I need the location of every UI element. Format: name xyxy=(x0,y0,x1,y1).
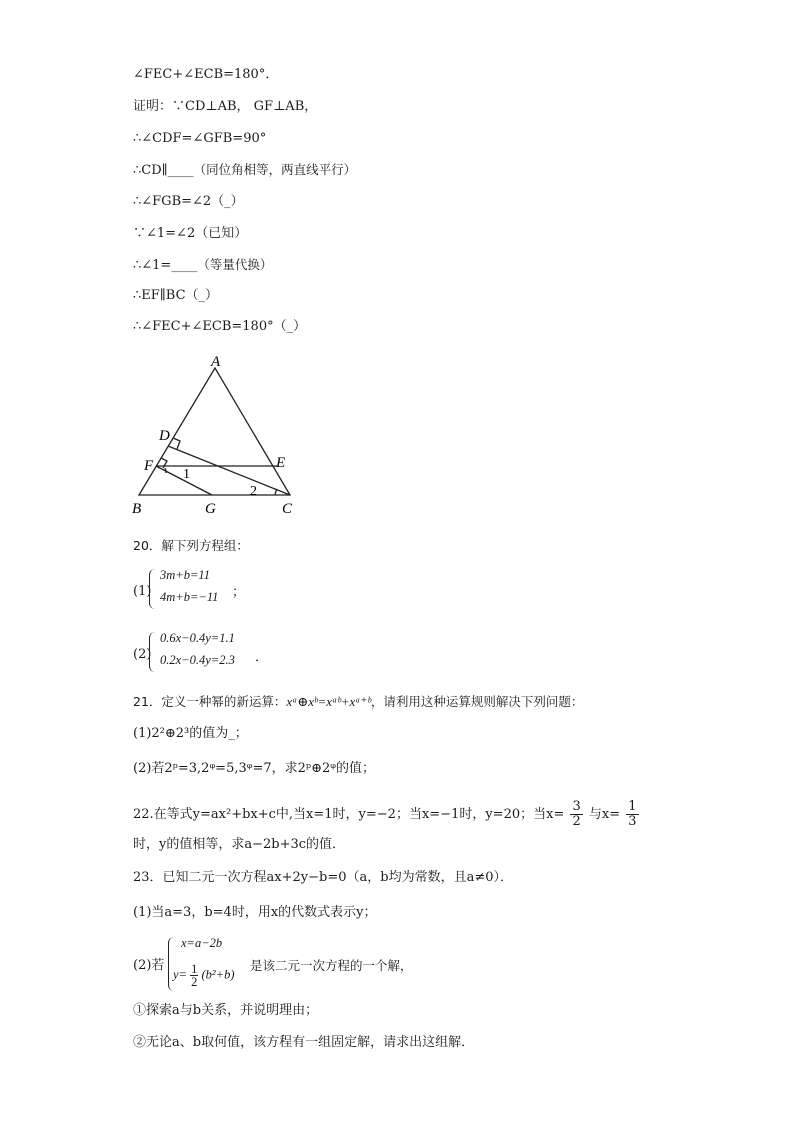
proof-line-final: ∴∠FEC+∠ECB=180°（_） xyxy=(133,319,307,334)
q20-part1-end: ； xyxy=(232,585,246,600)
proof-line-ef-bc: ∴EF∥BC（_） xyxy=(133,288,219,303)
label-e: E xyxy=(276,455,286,471)
answer-blank[interactable]: ____ xyxy=(167,163,194,178)
q23-sub1: ①探索a与b关系，并说明理由； xyxy=(133,1003,319,1018)
q21-formula: xᵃ⊕xᵇ=xᵃᵇ+xᵃ⁺ᵇ xyxy=(286,694,371,709)
label-g: G xyxy=(205,501,216,517)
q21-intro: 21．定义一种幂的新运算： xyxy=(133,694,287,709)
q23-part2-tail: 是该二元一次方程的一个解， xyxy=(250,958,413,973)
q22-text-b: 与x= xyxy=(588,807,621,822)
q21-title xyxy=(133,693,583,712)
proof-line-known: ∵∠1=∠2（已知） xyxy=(133,226,248,241)
q20-part2-end: ． xyxy=(255,650,269,665)
q20-part1-eq2: 4m+b=−11 xyxy=(160,590,219,604)
label-c: C xyxy=(282,501,293,517)
q22-frac2-den: 3 xyxy=(628,814,637,829)
proof-reason: （等量代换） xyxy=(197,257,273,272)
proof-text: ∴CD∥ xyxy=(133,163,168,178)
proof-line-substitution xyxy=(133,256,272,275)
q23-title: 23．已知二元一次方程ax+2y−b=0（a，b均为常数，且a≠0）． xyxy=(133,870,513,885)
label-d: D xyxy=(159,428,170,444)
q22-text-a: 22.在等式y=ax²+bx+c中,当x=1时，y=−2；当x=−1时，y=20；当x= xyxy=(133,807,565,822)
proof-line-parallel xyxy=(133,161,356,180)
proof-text: ∴∠1= xyxy=(133,258,172,273)
q20-title: 20．解下列方程组： xyxy=(133,538,249,553)
triangle-figure xyxy=(125,350,315,520)
q22-frac1-den: 2 xyxy=(572,814,581,829)
proof-reason: （同位角相等，两直线平行） xyxy=(193,162,357,177)
q21-part2: (2)若2ᵖ=3,2ᵠ=5,3ᵠ=7，求2ᵖ⊕2ᵠ的值； xyxy=(133,761,376,776)
q20-part1-label: (1) xyxy=(133,584,152,599)
proof-line-given: 证明：∵CD⊥AB， GF⊥AB， xyxy=(133,99,318,114)
q22-frac1-num: 3 xyxy=(572,799,581,814)
proof-conclusion: ∠FEC+∠ECB=180°． xyxy=(133,67,279,82)
label-angle-2: 2 xyxy=(250,484,257,499)
q20-part2-eq2: 0.2x−0.4y=2.3 xyxy=(160,653,235,667)
q23-part2-eq2 xyxy=(173,963,235,988)
label-angle-1: 1 xyxy=(183,467,190,482)
q22-frac2-num: 1 xyxy=(628,799,637,814)
proof-line-fgb: ∴∠FGB=∠2（_） xyxy=(133,194,244,209)
q22-line1 xyxy=(133,800,641,829)
q21-part1: (1)2²⊕2³的值为_； xyxy=(133,726,248,741)
q23-part2-label: (2)若 xyxy=(133,958,165,973)
q23-eq2-lhs: y= xyxy=(173,967,187,982)
proof-line-right-angles: ∴∠CDF=∠GFB=90° xyxy=(133,131,267,146)
q23-eq2-den: 2 xyxy=(191,975,198,989)
q22-fraction-1 xyxy=(570,800,582,829)
q22-line2: 时，y的值相等，求a−2b+3c的值． xyxy=(133,837,346,852)
q20-part1-eq1: 3m+b=11 xyxy=(160,568,210,582)
q23-part2-eq1: x=a−2b xyxy=(181,936,223,950)
q21-instruction: ，请利用这种运算规则解决下列问题： xyxy=(370,694,584,709)
label-b: B xyxy=(132,501,142,517)
q23-part1: (1)当a=3，b=4时，用x的代数式表示y； xyxy=(133,905,377,920)
q20-part2-brace xyxy=(149,632,158,672)
q23-eq2-fraction xyxy=(190,963,198,988)
q20-part2-label: (2) xyxy=(133,647,152,662)
q23-sub2: ②无论a、b取何值，该方程有一组固定解，请求出这组解． xyxy=(133,1035,475,1050)
q23-eq2-num: 1 xyxy=(191,962,198,976)
q20-part2-eq1: 0.6x−0.4y=1.1 xyxy=(160,631,235,645)
angle-2-arc xyxy=(275,489,277,495)
answer-blank[interactable]: ____ xyxy=(171,258,198,273)
q23-eq2-rhs: (b²+b) xyxy=(201,967,235,982)
label-a: A xyxy=(211,354,221,370)
q20-part1-brace xyxy=(149,569,158,609)
label-f: F xyxy=(144,458,154,474)
q22-fraction-2 xyxy=(626,800,638,829)
right-angle-d xyxy=(173,438,180,449)
